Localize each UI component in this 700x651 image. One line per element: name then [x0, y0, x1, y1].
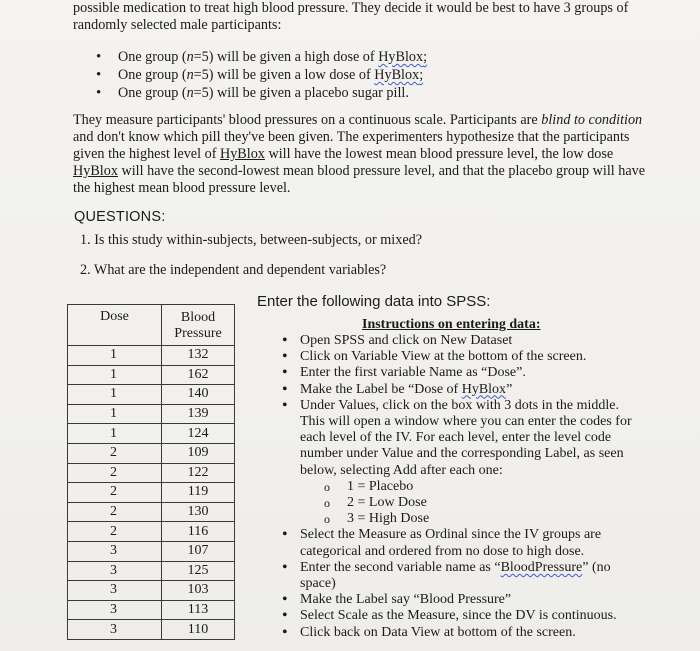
cell-dose: 1	[68, 365, 162, 385]
table-row	[68, 346, 235, 366]
code-item-low: o 2 = Low Dose	[282, 495, 692, 511]
group-item-high: • One group (n=5) will be given a high dose of HyBlox;	[90, 48, 427, 66]
cell-blood-pressure: 107	[162, 541, 235, 561]
spss-heading: Enter the following data into SPSS:	[257, 293, 491, 310]
cell-blood-pressure: 132	[162, 346, 235, 366]
table-row	[68, 561, 235, 581]
cell-blood-pressure: 162	[162, 365, 235, 385]
table-row	[68, 385, 235, 405]
header-dose: Dose	[68, 305, 162, 346]
instruction-item: • Make the Label say “Blood Pressure”	[282, 592, 692, 608]
study-description: They measure participants' blood pressures on a continuous scale. Participants are blind to condition and don't know which pill they've been given. The experimenters hypothesize that the participants given the highest level of HyBlox will have the lowest mean blood pressure level, the low dose HyBlox will have the second-lowest mean blood pressure level, and that the placebo group will have the highest mean blood pressure level.	[73, 112, 646, 196]
cell-blood-pressure: 109	[162, 443, 235, 463]
code-item-placebo: o 1 = Placebo	[282, 479, 692, 495]
cell-blood-pressure: 103	[162, 581, 235, 601]
data-table	[67, 304, 235, 640]
instruction-item: • Select the Measure as Ordinal since the IV groups are categorical and ordered from no dose to high dose.	[282, 527, 692, 559]
cell-blood-pressure: 110	[162, 620, 235, 640]
cell-dose: 1	[68, 346, 162, 366]
table-row	[68, 483, 235, 503]
table-row	[68, 463, 235, 483]
group-item-placebo: • One group (n=5) will be given a placebo sugar pill.	[90, 84, 427, 102]
table-row	[68, 443, 235, 463]
cell-dose: 2	[68, 522, 162, 542]
table-header-row	[68, 305, 235, 346]
instruction-item: • Click on Variable View at the bottom of the screen.	[282, 349, 692, 365]
cell-dose: 3	[68, 541, 162, 561]
instruction-item: • Click back on Data View at bottom of the screen.	[282, 625, 692, 641]
instruction-item: • Under Values, click on the box with 3 dots in the middle. This will open a window where you can enter the codes for each level of the IV. For each level, enter the level code number under Value and the corresponding Label, as seen below, selecting Add after each one:	[282, 398, 692, 479]
header-blood-pressure: Blood Pressure	[162, 305, 235, 346]
cell-dose: 1	[68, 404, 162, 424]
table-row	[68, 404, 235, 424]
questions-heading: QUESTIONS:	[74, 209, 166, 225]
instruction-item: • Select Scale as the Measure, since the DV is continuous.	[282, 608, 692, 624]
cell-blood-pressure: 116	[162, 522, 235, 542]
cell-dose: 2	[68, 443, 162, 463]
cell-blood-pressure: 130	[162, 502, 235, 522]
question-2: 2. What are the independent and dependent variables?	[80, 262, 387, 278]
table-row	[68, 541, 235, 561]
instruction-item: • Open SPSS and click on New Dataset	[282, 333, 692, 349]
question-1: 1. Is this study within-subjects, between-subjects, or mixed?	[80, 232, 423, 248]
cell-dose: 3	[68, 561, 162, 581]
instructions-title: Instructions on entering data:	[362, 317, 541, 332]
cell-dose: 3	[68, 600, 162, 620]
cell-dose: 1	[68, 385, 162, 405]
cell-dose: 3	[68, 581, 162, 601]
instruction-item: • Enter the second variable name as “BloodPressure” (no space)	[282, 560, 692, 592]
cell-dose: 2	[68, 502, 162, 522]
table-row	[68, 502, 235, 522]
cell-blood-pressure: 113	[162, 600, 235, 620]
cell-dose: 2	[68, 463, 162, 483]
intro-text	[73, 0, 673, 34]
instruction-item: • Make the Label be “Dose of HyBlox”	[282, 382, 692, 398]
cell-dose: 2	[68, 483, 162, 503]
table-row	[68, 581, 235, 601]
intro-line-2: randomly selected male participants:	[73, 17, 282, 33]
table-row	[68, 365, 235, 385]
groups-list	[90, 48, 427, 102]
cell-blood-pressure: 119	[162, 483, 235, 503]
table-row	[68, 600, 235, 620]
table-row	[68, 424, 235, 444]
instruction-item: • Enter the first variable Name as “Dose”.	[282, 365, 692, 381]
instructions-list	[282, 333, 692, 641]
group-item-low: • One group (n=5) will be given a low dose of HyBlox;	[90, 66, 427, 84]
cell-dose: 3	[68, 620, 162, 640]
code-item-high: o 3 = High Dose	[282, 511, 692, 527]
cell-blood-pressure: 140	[162, 385, 235, 405]
table-row	[68, 620, 235, 640]
cell-blood-pressure: 125	[162, 561, 235, 581]
cell-dose: 1	[68, 424, 162, 444]
cell-blood-pressure: 139	[162, 404, 235, 424]
cell-blood-pressure: 124	[162, 424, 235, 444]
table-row	[68, 522, 235, 542]
intro-line-1: possible medication to treat high blood pressure. They decide it would be best to have 3 groups of	[73, 0, 629, 16]
cell-blood-pressure: 122	[162, 463, 235, 483]
